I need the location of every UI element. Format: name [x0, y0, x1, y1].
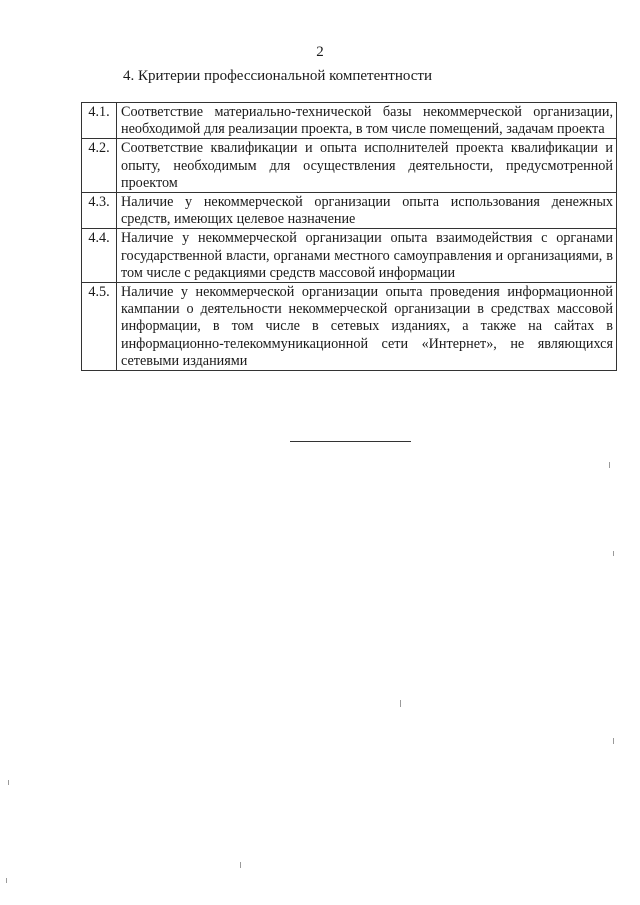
criterion-number: 4.1. [82, 103, 117, 139]
table-row [82, 193, 617, 229]
scan-speck [609, 462, 610, 468]
scan-speck [8, 780, 9, 785]
end-of-document-rule [290, 441, 411, 442]
criterion-text: Наличие у некоммерческой организации опыта взаимодействия с органами государственной власти, органами местного самоуправления и организациями, в том числе с редакциями средств массовой информации [117, 229, 617, 283]
table-row [82, 283, 617, 371]
criterion-text: Соответствие материально-технической базы некоммерческой организации, необходимой для реализации проекта, в том числе помещений, задачам проекта [117, 103, 617, 139]
scan-speck [613, 551, 614, 556]
criterion-text: Соответствие квалификации и опыта исполнителей проекта квалификации и опыту, необходимым для осуществления деятельности, предусмотренной проектом [117, 139, 617, 193]
scan-speck [240, 862, 241, 868]
scan-speck [613, 738, 614, 744]
criterion-number: 4.3. [82, 193, 117, 229]
criterion-text: Наличие у некоммерческой организации опыта использования денежных средств, имеющих целевое назначение [117, 193, 617, 229]
criteria-table [81, 102, 617, 371]
criterion-number: 4.4. [82, 229, 117, 283]
page-number: 2 [316, 44, 324, 60]
criterion-text: Наличие у некоммерческой организации опыта проведения информационной кампании о деятельности некоммерческой организации в средствах массовой информации, в том числе в сетевых изданиях, а также на сайтах в информационно-телекоммуникационной сети «Интернет», не являющихся сетевыми изданиями [117, 283, 617, 371]
table-row [82, 103, 617, 139]
criterion-number: 4.2. [82, 139, 117, 193]
table-row [82, 139, 617, 193]
criterion-number: 4.5. [82, 283, 117, 371]
table-row [82, 229, 617, 283]
scan-speck [400, 700, 401, 707]
section-heading: 4. Критерии профессиональной компетентности [123, 68, 432, 84]
scan-speck [6, 878, 7, 883]
